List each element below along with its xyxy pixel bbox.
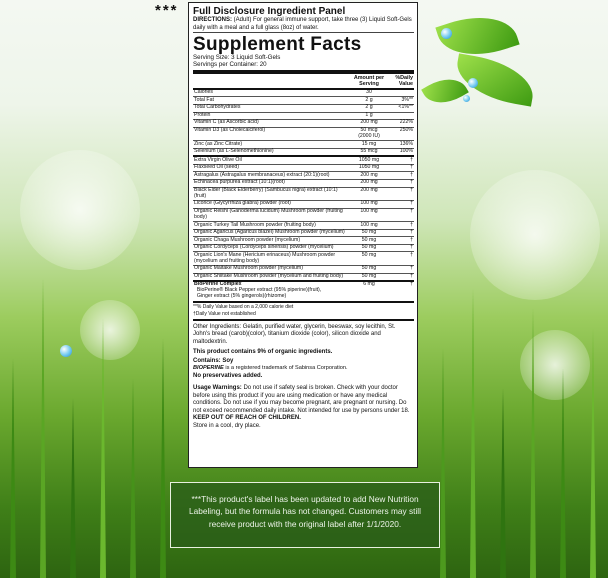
asterisk-marker: *** xyxy=(155,2,179,19)
grass-blade xyxy=(40,278,46,578)
nutrient-amount: 1050 mg xyxy=(350,164,388,172)
nutrient-dv: † xyxy=(388,222,414,230)
nutrient-dv: 136% xyxy=(388,141,414,149)
nutrient-amount: 100 mg xyxy=(350,208,388,222)
nutrient-row xyxy=(193,180,414,188)
grass-blade xyxy=(500,388,506,578)
nutrient-name: Total Carbohydrates xyxy=(193,105,350,113)
nutrient-amount: 200 mg xyxy=(350,120,388,128)
nutrient-row xyxy=(193,156,414,164)
nutrient-row xyxy=(193,89,414,97)
nutrient-row xyxy=(193,127,414,141)
nutrient-name: Total Fat xyxy=(193,97,350,105)
nutrient-row xyxy=(193,164,414,172)
nutrient-amount: 2 g xyxy=(350,105,388,113)
nutrient-name: Organic Agaricus (Agaricus blazei) Mushroom powder (mycelium) xyxy=(193,229,350,237)
light-bokeh xyxy=(20,150,140,270)
nutrient-row xyxy=(193,105,414,113)
grass-blade xyxy=(10,358,16,578)
nutrient-amount: 55 mcg xyxy=(350,148,388,156)
nutrient-amount: 50 mcg (2000 IU) xyxy=(350,127,388,141)
nutrient-row xyxy=(193,273,414,281)
nutrient-name: Organic Chaga Mushroom powder (mycelium) xyxy=(193,237,350,245)
nutrient-dv: † xyxy=(388,244,414,252)
other-ingredients: Other Ingredients: Gelatin, purified water, glycerin, beeswax, soy lecithin, St. John's bread (carob)(color), titanium dioxide (color), silicon dioxide and maltodextrin. xyxy=(193,323,396,345)
nutrient-amount: 30 xyxy=(350,89,388,97)
nutrient-name: Organic Cordyceps (Cordyceps sinensis) powder (mycelium) xyxy=(193,244,350,252)
complex-line-2: Ginger extract (5% gingerols)(rhizome) xyxy=(196,293,287,300)
grass-blade xyxy=(70,398,76,578)
nutrient-dv: <1%** xyxy=(388,105,414,113)
water-drop-icon xyxy=(60,345,72,357)
grass-blade xyxy=(560,368,566,578)
nutrient-name: Protein xyxy=(193,112,350,120)
nutrient-name: Organic Turkey Tail Mushroom powder (fruiting body) xyxy=(193,222,350,230)
bioperine-trademark: BIOPERINE is a registered trademark of Sabinsa Corporation. xyxy=(193,365,348,372)
directions: DIRECTIONS: (Adult) For general immune support, take three (3) Liquid Soft-Gels daily with a meal and a full glass (8oz) of water. xyxy=(193,17,412,31)
water-drop-icon xyxy=(468,78,478,88)
grass-blade xyxy=(470,288,476,578)
nutrient-name: Organic Reishi (Ganoderma lucidum) Mushroom powder (fruiting body) xyxy=(193,208,350,222)
grass-blade xyxy=(530,308,536,578)
nutrient-name: Vitamin D3 (as Cholecalciferol) xyxy=(193,127,350,141)
nutrient-amount: 100 mg xyxy=(350,201,388,209)
nutrient-amount: 100 mg xyxy=(350,222,388,230)
grass-blade xyxy=(440,348,446,578)
light-bokeh xyxy=(470,170,600,300)
complex-line-1: BioPerine® Black Pepper extract (95% piperine)(fruit), xyxy=(196,287,322,294)
no-preservatives: No preservatives added. xyxy=(193,372,263,379)
nutrient-amount: 2 g xyxy=(350,97,388,105)
grass-blade xyxy=(100,318,106,578)
nutrient-name: Extra Virgin Olive Oil xyxy=(193,156,350,164)
nutrient-name: Flaxseed Oil (seed) xyxy=(193,164,350,172)
nutrient-amount: 1050 mg xyxy=(350,156,388,164)
nutrient-name: Calories xyxy=(193,89,350,97)
nutrient-name: Selenium (as L-Selenomethionine) xyxy=(193,148,350,156)
complex-name: BioPerine Complex xyxy=(194,281,242,288)
nutrient-row xyxy=(193,187,414,201)
nutrient-dv: 100% xyxy=(388,148,414,156)
nutrient-name: Organic Shiitake Mushroom powder (mycelium and fruiting body) xyxy=(193,273,350,281)
nutrient-amount: 200 mg xyxy=(350,180,388,188)
nutrient-dv: 3%** xyxy=(388,97,414,105)
nutrient-row xyxy=(193,266,414,274)
col-amount-header: Amount per Serving xyxy=(350,75,388,89)
nutrient-name: Black Elder (Black Elderberry) (Sambucus nigra) extract (10:1)(fruit) xyxy=(193,187,350,201)
nutrient-dv: † xyxy=(388,229,414,237)
serving-size: Serving Size: 3 Liquid Soft-Gels xyxy=(193,54,281,61)
nutrient-name: Vitamin C (as Ascorbic acid) xyxy=(193,120,350,128)
nutrient-dv: 222% xyxy=(388,120,414,128)
nutrient-amount: 50 mg xyxy=(350,273,388,281)
contains-allergen: Contains: Soy xyxy=(193,357,234,364)
servings-per-container: Servings per Container: 20 xyxy=(193,61,267,69)
nutrient-row xyxy=(193,148,414,156)
supplement-facts-title: Supplement Facts xyxy=(193,34,362,55)
nutrient-amount: 15 mg xyxy=(350,141,388,149)
footnote-dv: **% Daily Value based on a 2,000 calorie diet xyxy=(193,303,294,310)
nutrient-dv: † xyxy=(388,237,414,245)
nutrient-name: Astragalus (Astragalus membranaceus) extract (20:1)(root) xyxy=(193,172,350,180)
nutrient-amount: 50 mg xyxy=(350,229,388,237)
nutrient-amount: 1 g xyxy=(350,112,388,120)
nutrient-dv: † xyxy=(388,187,414,201)
nutrient-name: Licorice (Glycyrrhiza glabra) powder (root) xyxy=(193,201,350,209)
nutrient-row xyxy=(193,252,414,266)
nutrient-name: Organic Lion's Mane (Hericium erinaceus) Mushroom powder (mycelium and fruiting body) xyxy=(193,252,350,266)
nutrient-dv: † xyxy=(388,172,414,180)
panel-heading: Full Disclosure Ingredient Panel xyxy=(193,6,346,17)
nutrient-amount: 50 mg xyxy=(350,252,388,266)
nutrient-dv: † xyxy=(388,266,414,274)
nutrient-dv: † xyxy=(388,273,414,281)
nutrient-amount: 200 mg xyxy=(350,187,388,201)
complex-dv: † xyxy=(388,281,414,302)
nutrient-name: Zinc (as Zinc Citrate) xyxy=(193,141,350,149)
nutrient-dv: † xyxy=(388,252,414,266)
nutrient-name: Echinacea purpurea extract (10:1)(root) xyxy=(193,180,350,188)
nutrient-dv: † xyxy=(388,201,414,209)
nutrient-amount: 200 mg xyxy=(350,172,388,180)
storage-instructions: Store in a cool, dry place. xyxy=(193,422,261,429)
nutrient-amount: 50 mg xyxy=(350,244,388,252)
nutrient-dv xyxy=(388,89,414,97)
water-drop-icon xyxy=(463,95,470,102)
bioperine-logo: BIOPERINE xyxy=(193,365,224,372)
nutrient-dv: 250% xyxy=(388,127,414,141)
organic-statement: This product contains 9% of organic ingredients. xyxy=(193,349,333,356)
grass-blade xyxy=(130,378,136,578)
footnote-dagger: †Daily Value not established xyxy=(193,310,256,317)
water-drop-icon xyxy=(441,28,452,39)
ingredient-panel xyxy=(188,2,418,468)
col-dv-header: %Daily Value xyxy=(388,75,414,89)
nutrient-row xyxy=(193,244,414,252)
usage-warnings: Usage Warnings: Do not use if safety seal is broken. Check with your doctor before using this product if you are using medication or have any medical conditions. Do not use if you may become pregnant, are pregnant or nursing. Do not exceed recommended daily intake. Not intended for use by persons under 18. KEEP OUT OF REACH OF CHILDREN. xyxy=(193,385,410,422)
label-update-notice: ***This product's label has been updated to add New Nutrition Labeling, but the formula has not changed. Customers may still receive product with the original label after 1/1/2020. xyxy=(170,482,440,548)
nutrient-dv: † xyxy=(388,156,414,164)
light-bokeh xyxy=(80,300,140,360)
nutrient-dv: † xyxy=(388,180,414,188)
complex-amount: 6 mg xyxy=(350,281,388,302)
nutrient-row xyxy=(193,229,414,237)
nutrient-amount: 50 mg xyxy=(350,237,388,245)
nutrient-name: Organic Maitake Mushroom powder (mycelium) xyxy=(193,266,350,274)
grass-blade xyxy=(590,328,596,578)
nutrient-dv: † xyxy=(388,208,414,222)
nutrient-amount: 50 mg xyxy=(350,266,388,274)
facts-table xyxy=(193,75,414,303)
nutrient-row xyxy=(193,208,414,222)
nutrient-dv: † xyxy=(388,164,414,172)
grass-blade xyxy=(160,338,166,578)
